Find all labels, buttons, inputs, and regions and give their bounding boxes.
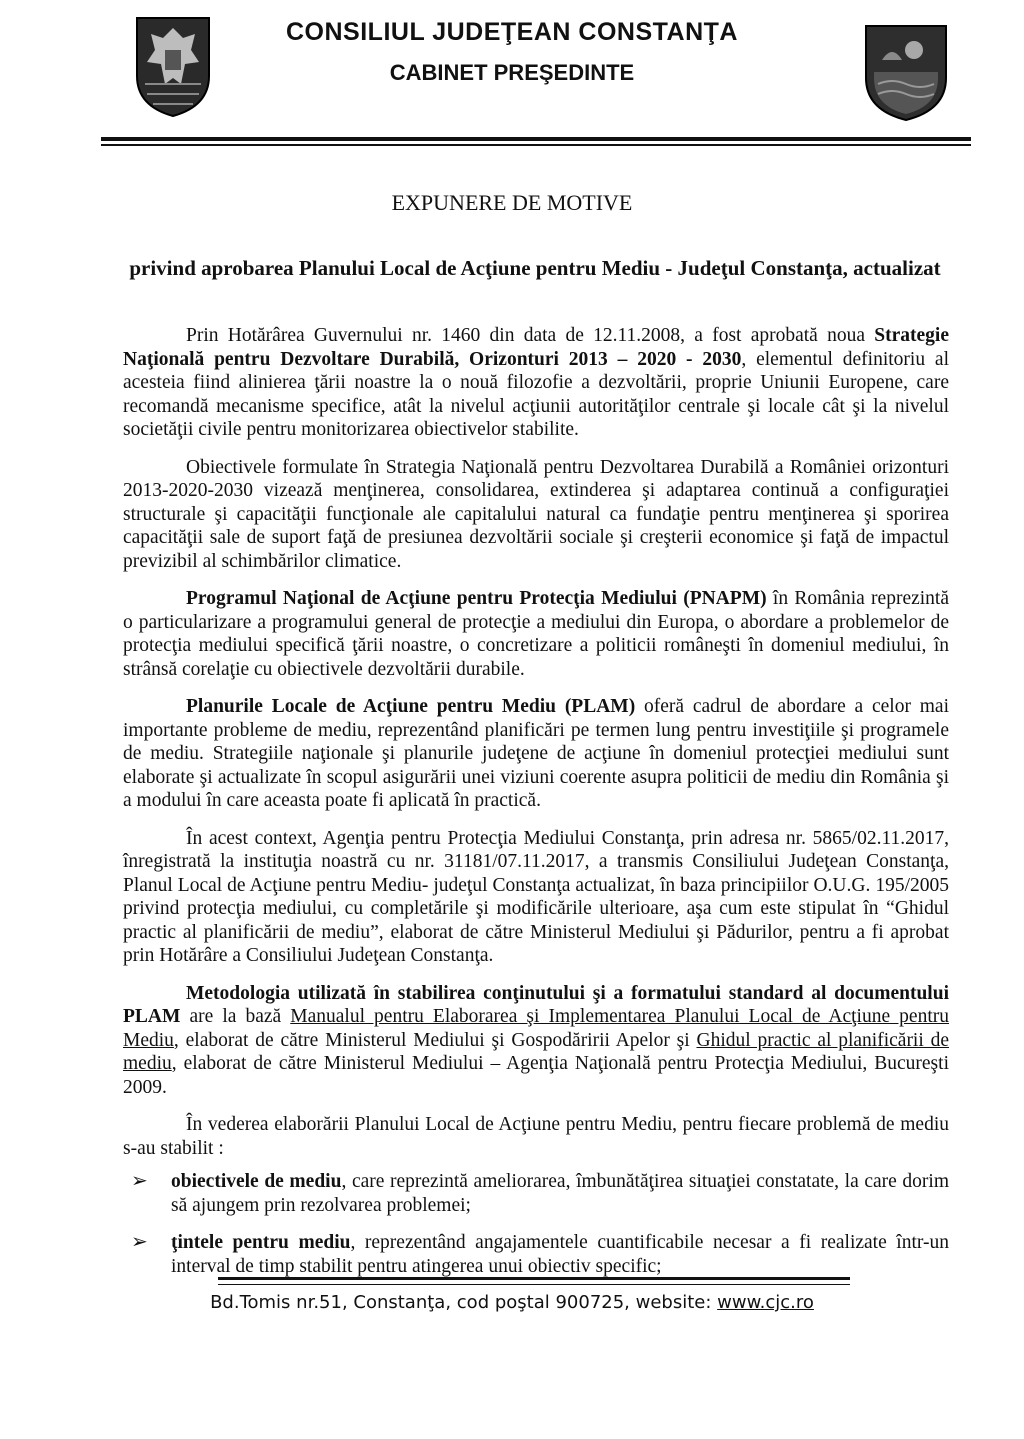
bullet-list: [123, 1170, 949, 1278]
document-title: EXPUNERE DE MOTIVE: [391, 190, 633, 215]
arrow-bullet-icon: ➢: [131, 1170, 148, 1192]
paragraph-plam: Planurile Locale de Acţiune pentru Mediu (PLAM) oferă cadrul de abordare a celor mai importante probleme de mediu, reprezentând planificări pe termen lung pentru investiţiile şi programele de mediu. Strategiile naţionale şi planurile judeţene de acţiune în domeniul protecţiei mediului sunt elaborate şi actualizate în scopul asigurării unei viziuni coerente asupra politicii de mediu din România şi a modului în care aceasta poate fi aplicată în practică.: [123, 696, 949, 811]
paragraph-strategy: Prin Hotărârea Guvernului nr. 1460 din data de 12.11.2008, a fost aprobată noua Strategie Naţională pentru Dezvoltare Durabilă, Orizonturi 2013 – 2020 - 2030, elementul definitoriu al acesteia fiind alinierea ţării noastre la o nouă filozofie a dezvoltării, proprie Uniunii Europene, care recomandă mecanisme specifice, atât la nivelul acţiunii autorităţilor centrale şi locale cât şi la nivelul societăţii civile pentru monitorizarea obiectivelor stabilite.: [123, 325, 949, 440]
county-coat-of-arms-icon: [862, 22, 950, 122]
arrow-bullet-icon: ➢: [131, 1231, 148, 1253]
list-item: ➢ ţintele pentru mediu, reprezentând angajamentele cuantificabile necesar a fi realizate într-un interval de timp stabilit pentru atingerea unui obiectiv specific;: [131, 1231, 949, 1277]
paragraph-context: În acest context, Agenţia pentru Protecţia Mediului Constanţa, prin adresa nr. 5865/02.11.2017, înregistrată la instituţia noastră cu nr. 31181/07.11.2017, a transmis Consiliului Judeţean Constanţa, Planul Local de Acţiune pentru Mediu- judeţul Constanţa actualizat, în baza principiilor O.U.G. 195/2005 privind protecţia mediului, cu completările şi modificările ulterioare, aşa cum este stipulat în “Ghidul practic al planificării de mediu”, elaborat de către Ministerul Mediului şi Pădurilor, pentru a fi aprobat prin Hotărâre a Consiliului Judeţean Constanţa.: [123, 827, 949, 966]
pnapm-name: Programul Naţional de Acţiune pentru Protecţia Mediului (PNAPM): [186, 588, 767, 609]
paragraph-pnapm: Programul Naţional de Acţiune pentru Protecţia Mediului (PNAPM) în România reprezintă o particularizare a programului general de protecţie a mediului din Europa, o abordare a problemelor de protecţia mediului specifică ţării noastre, o concretizare a politicii româneşti în domeniul mediului, în strânsă corelaţie cu obiectivele dezvoltării durabile.: [123, 588, 950, 680]
document-body: [123, 324, 949, 1292]
footer-divider-thin: [218, 1284, 850, 1285]
department-name: CABINET PREŞEDINTE: [389, 60, 635, 85]
plam-name: Planurile Locale de Acţiune pentru Mediu (PLAM): [186, 696, 636, 717]
guide-reference: Ghidul practic al planificării de mediu: [123, 1029, 949, 1074]
document-subtitle: privind aprobarea Planului Local de Acţiune pentru Mediu - Judeţul Constanţa, actualizat: [129, 256, 941, 280]
manual-reference: Manualul pentru Elaborarea şi Implementarea Planului Local de Acţiune pentru Mediu: [123, 1006, 949, 1051]
paragraph-established: În vederea elaborării Planului Local de Acţiune pentru Mediu, pentru fiecare problemă de mediu s-au stabilit :: [123, 1114, 949, 1159]
methodology-heading: Metodologia utilizată în stabilirea conţinutului şi a formatului standard al documentului PLAM: [123, 982, 949, 1027]
list-item: ➢ obiectivele de mediu, care reprezintă ameliorarea, îmbunătăţirea situaţiei constatate, la care dorim să ajungem prin rezolvarea problemei;: [131, 1170, 950, 1216]
letterhead: [0, 0, 1024, 150]
strategy-name: Strategie Naţională pentru Dezvoltare Durabilă, Orizonturi 2013 – 2020 - 2030: [123, 325, 949, 370]
institution-name: CONSILIUL JUDEŢEAN CONSTANŢA: [286, 18, 738, 46]
header-divider-thick: [101, 137, 971, 141]
paragraph-objectives: Obiectivele formulate în Strategia Naţională pentru Dezvoltarea Durabilă a României orizonturi 2013-2020-2030 vizează menţinerea, consolidarea, extinderea şi adaptarea continuă a configuraţiei structurale şi capacităţii funcţionale ale capitalului natural ca fundaţie pentru menţinerea şi sporirea capacităţii sale de suport faţă de presiunea dezvoltării sociale şi creşterii economice şi faţă de impactul previzibil al schimbărilor climatice.: [123, 456, 949, 572]
header-divider-thin: [101, 144, 971, 146]
website-link[interactable]: www.cjc.ro: [717, 1292, 814, 1313]
paragraph-methodology: Metodologia utilizată în stabilirea conţinutului şi a formatului standard al documentului PLAM are la bază Manualul pentru Elaborarea şi Implementarea Planului Local de Acţiune pentru Mediu, elaborat de către Ministerul Mediului şi Gospodăririi Apelor şi Ghidul practic al planificării de mediu, elaborat de către Ministerul Mediului – Agenţia Naţională pentru Protecţia Mediului, Bucureşti 2009.: [123, 982, 949, 1098]
footer-address: Bd.Tomis nr.51, Constanţa, cod poştal 900725, website: www.cjc.ro: [210, 1292, 814, 1313]
footer-divider-thick: [218, 1277, 850, 1280]
